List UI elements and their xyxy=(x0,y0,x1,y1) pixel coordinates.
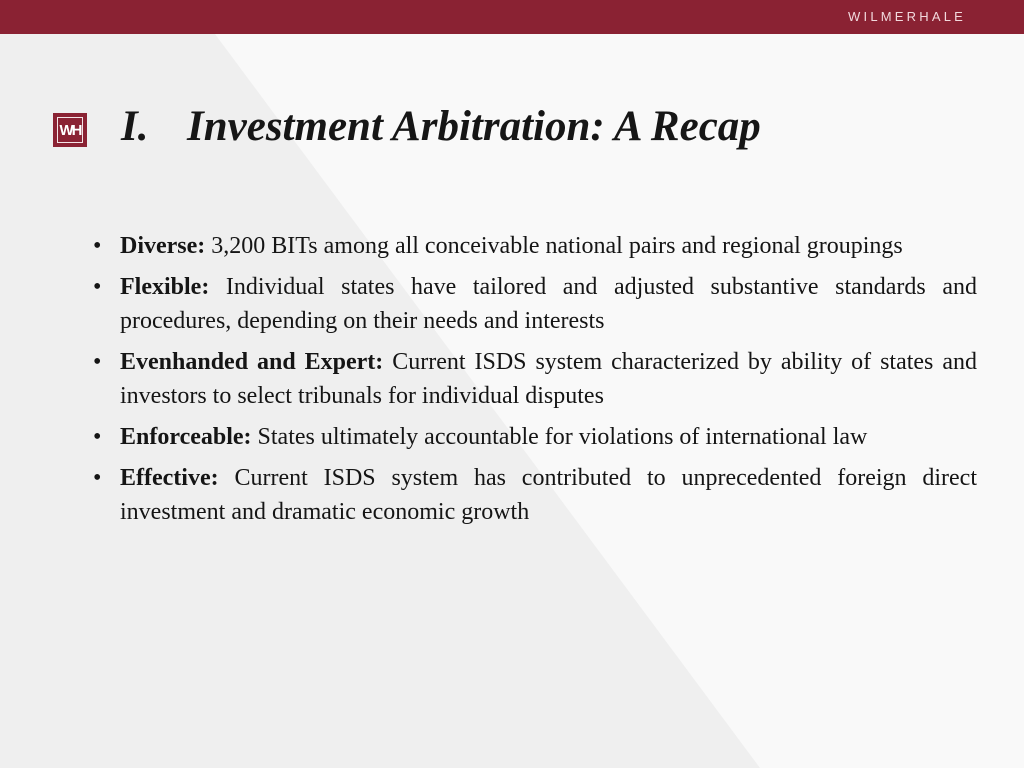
bullet-label: Evenhanded and Expert: xyxy=(120,349,384,375)
bullet-item-effective xyxy=(93,461,977,529)
bullet-text: Individual states have tailored and adjusted substantive standards and procedures, depending on their needs and interests xyxy=(120,274,977,334)
bullet-text: Current ISDS system characterized by ability of states and investors to select tribunals for individual disputes xyxy=(120,349,977,409)
bullet-item-enforceable xyxy=(93,420,977,454)
brand-name: WILMERHALE xyxy=(848,9,966,24)
title-number: I. xyxy=(121,103,149,150)
logo-text: WH xyxy=(57,117,83,143)
bullet-label: Diverse: xyxy=(120,233,206,259)
title-text: Investment Arbitration: A Recap xyxy=(187,103,761,150)
header-bar xyxy=(0,0,1024,34)
bullet-text: States ultimately accountable for violations of international law xyxy=(251,424,868,450)
bullet-list xyxy=(93,229,977,536)
bullet-item-evenhanded xyxy=(93,345,977,413)
bullet-text: 3,200 BITs among all conceivable national pairs and regional groupings xyxy=(205,233,903,259)
bullet-dot-icon: • xyxy=(93,233,102,259)
bullet-dot-icon: • xyxy=(93,274,102,300)
bullet-dot-icon: • xyxy=(93,465,102,491)
bullet-label: Flexible: xyxy=(120,274,210,300)
bullet-label: Effective: xyxy=(120,465,219,491)
bullet-text: Current ISDS system has contributed to unprecedented foreign direct investment and dramatic economic growth xyxy=(120,465,977,525)
bullet-item-flexible xyxy=(93,270,977,338)
bullet-label: Enforceable: xyxy=(120,424,252,450)
page-title xyxy=(121,102,761,151)
wh-logo-icon xyxy=(53,113,87,147)
bullet-dot-icon: • xyxy=(93,349,102,375)
bullet-dot-icon: • xyxy=(93,424,102,450)
bullet-item-diverse xyxy=(93,229,977,263)
